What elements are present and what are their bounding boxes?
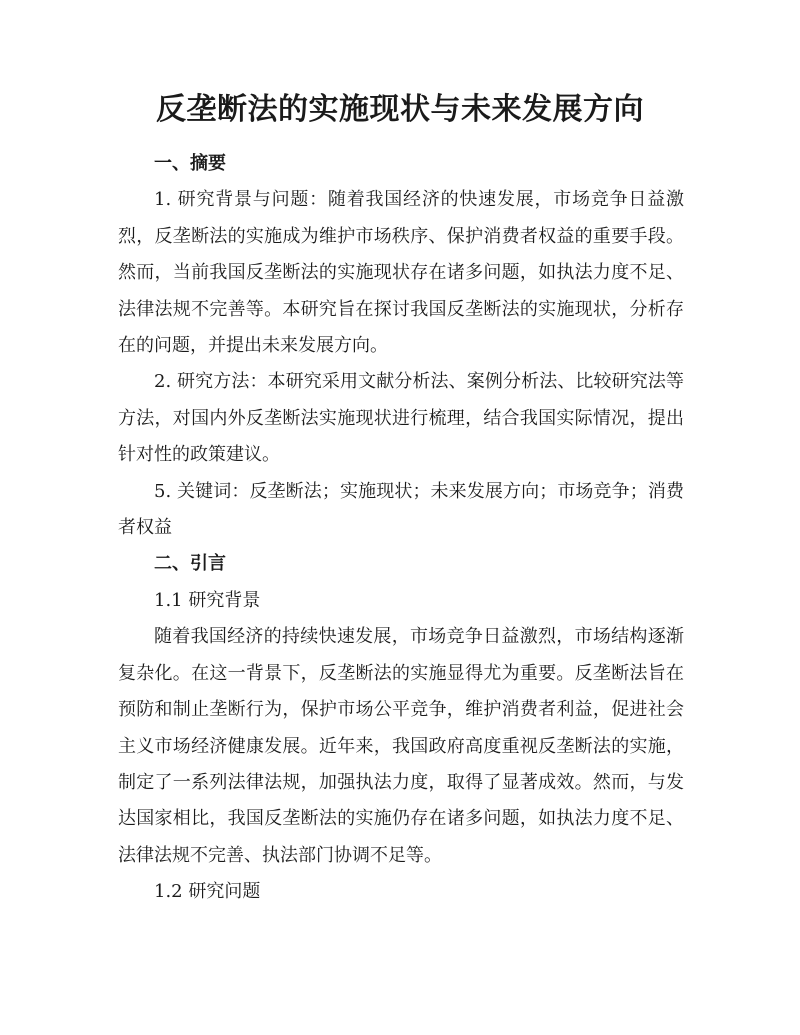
document-title: 反垄断法的实施现状与未来发展方向 [156,92,644,127]
paragraph-keywords: 5. 关键词：反垄断法；实施现状；未来发展方向；市场竞争；消费者权益 [118,480,684,539]
section-heading-introduction: 二、引言 [154,553,226,575]
document-body [118,146,684,911]
section-heading-abstract: 一、摘要 [154,153,226,174]
paragraph-background: 1. 研究背景与问题：随着我国经济的快速发展，市场竞争日益激烈，反垄断法的实施成为维护市场秩序、保护消费者权益的重要手段。然而，当前我国反垄断法的实施现状存在诸多问题，如执法力度不足、法律法规不完善等。本研究旨在探讨我国反垄断法的实施现状，分析存在的问题，并提出未来发展方向。 [118,189,684,357]
subsection-heading-questions: 1.2 研究问题 [154,881,261,903]
subsection-heading-background: 1.1 研究背景 [154,589,261,611]
paragraph-intro-background: 随着我国经济的持续快速发展，市场竞争日益激烈，市场结构逐渐复杂化。在这一背景下，反垄断法的实施显得尤为重要。反垄断法旨在预防和制止垄断行为，保护市场公平竞争，维护消费者利益，促进社会主义市场经济健康发展。近年来，我国政府高度重视反垄断法的实施，制定了一系列法律法规，加强执法力度，取得了显著成效。然而，与发达国家相比，我国反垄断法的实施仍存在诸多问题，如执法力度不足、法律法规不完善、执法部门协调不足等。 [118,626,684,866]
paragraph-methods: 2. 研究方法：本研究采用文献分析法、案例分析法、比较研究法等方法，对国内外反垄断法实施现状进行梳理，结合我国实际情况，提出针对性的政策建议。 [118,371,684,466]
